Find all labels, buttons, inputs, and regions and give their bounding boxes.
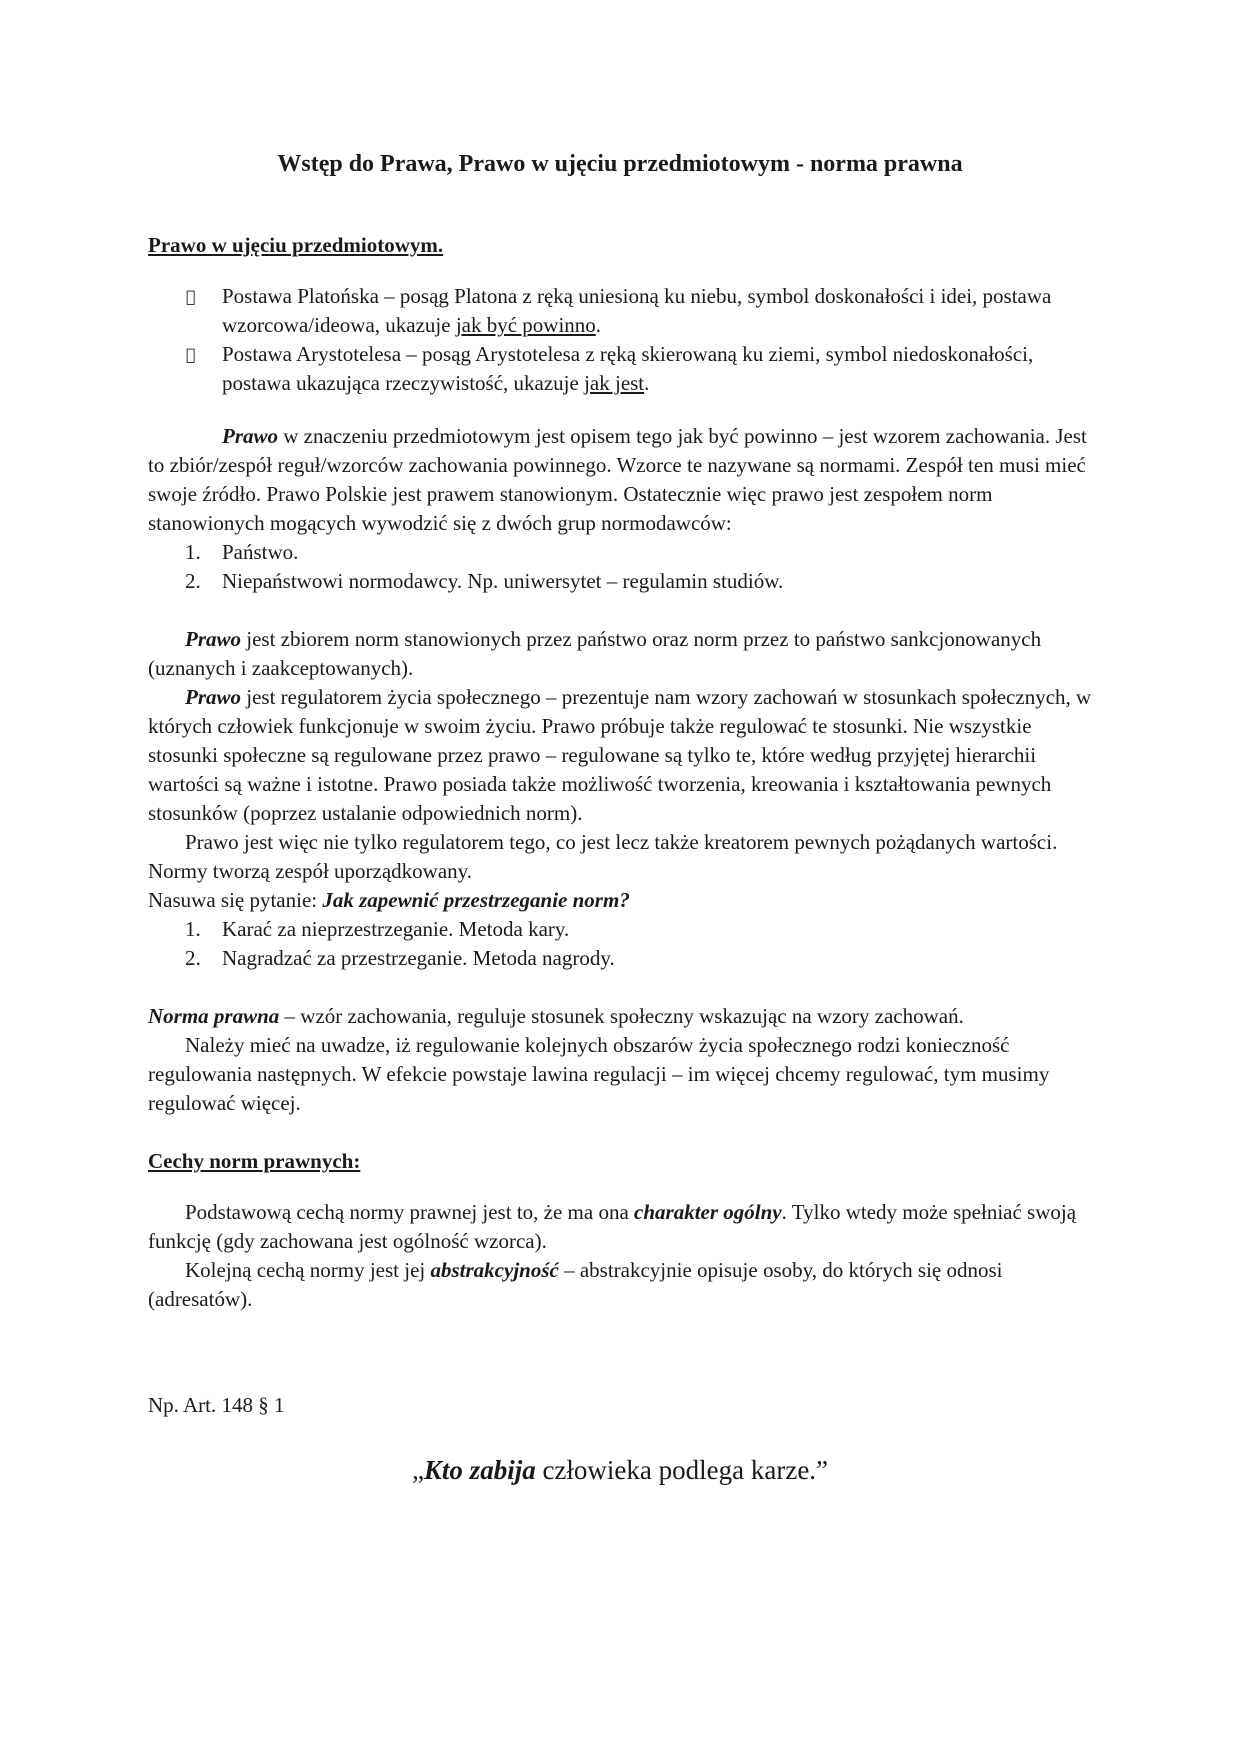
example-reference: Np. Art. 148 § 1 bbox=[148, 1393, 285, 1417]
bullet-icon bbox=[186, 282, 196, 311]
list-item: 1. Państwo. bbox=[185, 540, 299, 564]
list-item: Postawa Platońska – posąg Platona z ręką uniesioną ku niebu, symbol doskonałości i idei, postawa wzorcowa/ideowa, ukazuje jak być powinno. bbox=[148, 282, 1092, 340]
paragraph: Prawo jest regulatorem życia społecznego – prezentuje nam wzory zachowań w stosunkach społecznych, w których człowiek funkcjonuje w swoim życiu. Prawo próbuje także regulować te stosunki. Nie wszystkie stosunki społeczne są regulowane przez prawo – regulowane są tylko te, które według przyjętej hierarchii wartości są ważne i istotne. Prawo posiada także możliwość tworzenia, kreowania i kształtowania pewnych stosunków (poprzez ustalanie odpowiednich norm). bbox=[148, 685, 1092, 825]
underlined-phrase: jak być powinno bbox=[455, 313, 596, 337]
document-page bbox=[148, 150, 1092, 1485]
quote: „Kto zabija człowieka podlega karze.” bbox=[411, 1455, 829, 1485]
paragraph: Nasuwa się pytanie: Jak zapewnić przestrzeganie norm? bbox=[148, 888, 630, 912]
paragraph: Kolejną cechą normy jest jej abstrakcyjność – abstrakcyjnie opisuje osoby, do których się odnosi (adresatów). bbox=[148, 1258, 1003, 1311]
paragraph: Podstawową cechą normy prawnej jest to, że ma ona charakter ogólny. Tylko wtedy może spełniać swoją funkcję (gdy zachowana jest ogólność wzorca). bbox=[148, 1200, 1077, 1253]
list-item: Postawa Arystotelesa – posąg Arystotelesa z ręką skierowaną ku ziemi, symbol niedoskonałości, postawa ukazująca rzeczywistość, ukazuje jak jest. bbox=[148, 340, 1092, 398]
numbered-list bbox=[148, 538, 1092, 596]
paragraph: Prawo jest więc nie tylko regulatorem tego, co jest lecz także kreatorem pewnych pożądanych wartości. bbox=[185, 830, 1058, 854]
underlined-phrase: jak jest bbox=[584, 371, 645, 395]
numbered-list bbox=[148, 915, 1092, 973]
section-heading-cechy: Cechy norm prawnych: bbox=[148, 1149, 361, 1173]
paragraph: Należy mieć na uwadze, iż regulowanie kolejnych obszarów życia społecznego rodzi konieczność regulowania następnych. W efekcie powstaje lawina regulacji – im więcej chcemy regulować, tym musimy regulować więcej. bbox=[148, 1033, 1050, 1115]
paragraph: Normy tworzą zespół uporządkowany. bbox=[148, 859, 473, 883]
document-title: Wstęp do Prawa, Prawo w ujęciu przedmiotowym - norma prawna bbox=[277, 151, 963, 177]
list-item: 2. Niepaństwowi normodawcy. Np. uniwersytet – regulamin studiów. bbox=[185, 569, 784, 593]
section-heading-prawo: Prawo w ujęciu przedmiotowym. bbox=[148, 233, 444, 257]
list-item: 2. Nagradzać za przestrzeganie. Metoda nagrody. bbox=[185, 946, 615, 970]
paragraph: Prawo w znaczeniu przedmiotowym jest opisem tego jak być powinno – jest wzorem zachowania. Jest to zbiór/zespół reguł/wzorców zachowania powinnego. Wzorce te nazywane są normami. Zespół ten musi mieć swoje źródło. Prawo Polskie jest prawem stanowionym. Ostatecznie więc prawo jest zespołem norm stanowionych mogących wywodzić się z dwóch grup normodawców: bbox=[148, 424, 1087, 535]
list-item: 1. Karać za nieprzestrzeganie. Metoda kary. bbox=[185, 917, 570, 941]
paragraph: Norma prawna – wzór zachowania, reguluje stosunek społeczny wskazując na wzory zachowań. bbox=[148, 1004, 964, 1028]
bullet-icon bbox=[186, 340, 196, 369]
paragraph: Prawo jest zbiorem norm stanowionych przez państwo oraz norm przez to państwo sankcjonowanych (uznanych i zaakceptowanych). bbox=[148, 627, 1042, 680]
bullet-list bbox=[148, 282, 1092, 398]
